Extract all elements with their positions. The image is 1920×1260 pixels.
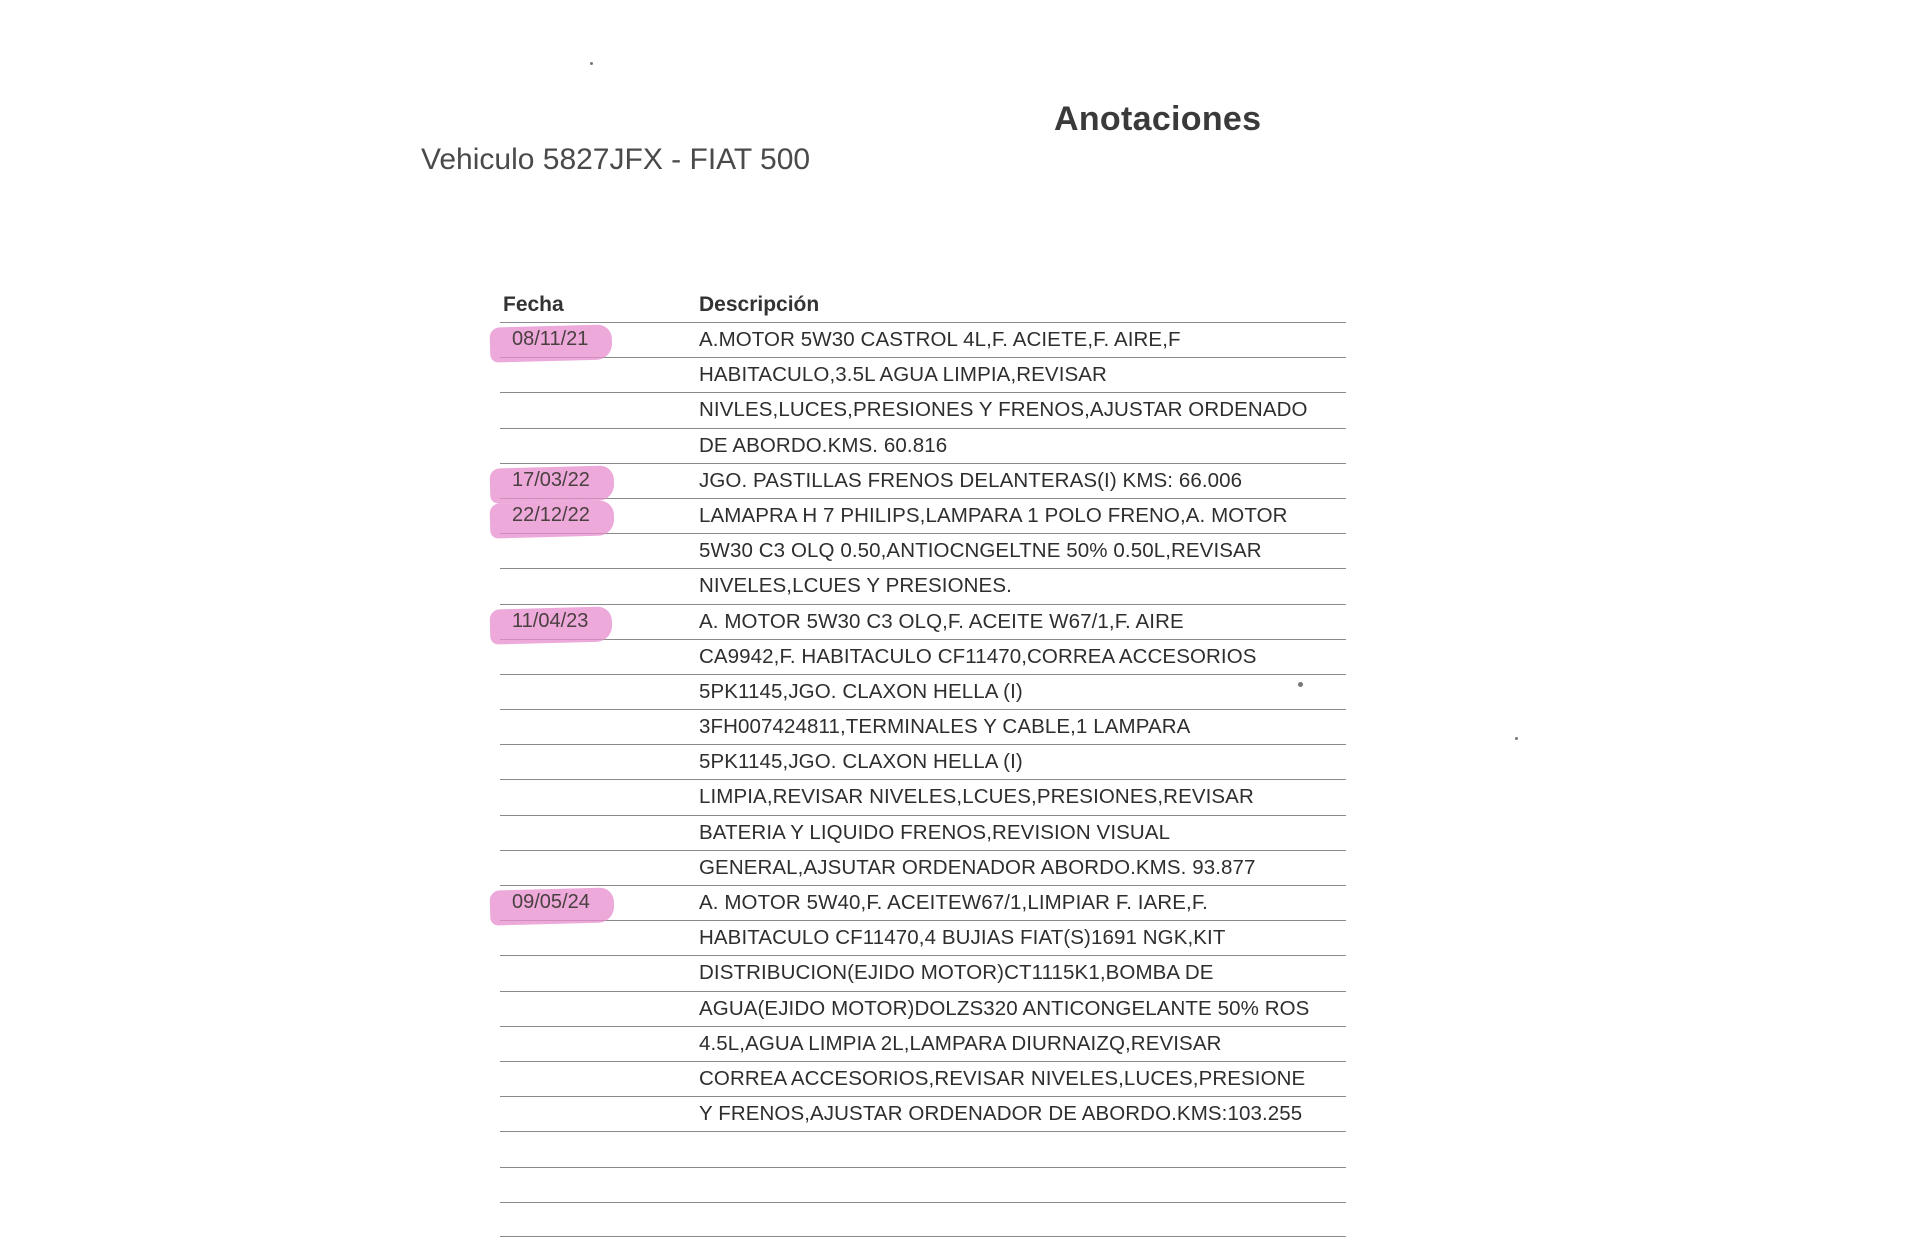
row-date <box>504 959 520 965</box>
row-date <box>504 783 520 789</box>
row-date: 22/12/22 <box>504 502 598 531</box>
table-row <box>500 639 1346 674</box>
row-description: 5W30 C3 OLQ 0.50,ANTIOCNGELTNE 50% 0.50L,REVISAR <box>699 539 1262 563</box>
vehicle-subtitle: Vehiculo 5827JFX - FIAT 500 <box>421 143 811 176</box>
row-date <box>504 1135 520 1141</box>
table-row <box>500 604 1346 639</box>
table-row <box>500 1061 1346 1096</box>
table-row <box>500 1131 1346 1166</box>
column-header-fecha: Fecha <box>503 293 564 316</box>
table-row <box>500 1026 1346 1061</box>
page-title: Anotaciones <box>1054 100 1262 138</box>
annotations-table <box>500 322 1346 1237</box>
row-date: 17/03/22 <box>504 467 598 496</box>
table-row <box>500 463 1346 498</box>
table-row <box>500 920 1346 955</box>
table-row <box>500 533 1346 568</box>
row-date <box>504 1171 520 1177</box>
row-description: HABITACULO,3.5L AGUA LIMPIA,REVISAR <box>699 363 1107 387</box>
row-date <box>504 748 520 754</box>
column-header-descripcion: Descripción <box>699 293 820 316</box>
table-row <box>500 568 1346 603</box>
table-row <box>500 815 1346 850</box>
table-row <box>500 1167 1346 1202</box>
scan-speck <box>1515 737 1518 740</box>
row-description: 5PK1145,JGO. CLAXON HELLA (I) <box>699 750 1023 774</box>
row-description: LAMAPRA H 7 PHILIPS,LAMPARA 1 POLO FRENO,A. MOTOR <box>699 503 1288 527</box>
table-row <box>500 850 1346 885</box>
table-row <box>500 1096 1346 1131</box>
row-date <box>504 432 520 438</box>
row-date <box>504 1030 520 1036</box>
row-date: 08/11/21 <box>504 326 596 355</box>
row-date <box>504 396 520 402</box>
table-row <box>500 709 1346 744</box>
row-date: 11/04/23 <box>504 608 596 637</box>
row-description: 3FH007424811,TERMINALES Y CABLE,1 LAMPARA <box>699 715 1191 739</box>
row-description: NIVELES,LCUES Y PRESIONES. <box>699 574 1012 598</box>
table-row <box>500 955 1346 990</box>
row-description: AGUA(EJIDO MOTOR)DOLZS320 ANTICONGELANTE 50% ROS <box>699 996 1310 1020</box>
row-description: CA9942,F. HABITACULO CF11470,CORREA ACCESORIOS <box>699 644 1257 668</box>
row-description: 5PK1145,JGO. CLAXON HELLA (I) <box>699 679 1023 703</box>
table-row <box>500 744 1346 779</box>
row-date <box>504 1206 520 1212</box>
row-date <box>504 678 520 684</box>
row-description: 4.5L,AGUA LIMPIA 2L,LAMPARA DIURNAIZQ,REVISAR <box>699 1031 1222 1055</box>
table-row <box>500 991 1346 1026</box>
row-description: LIMPIA,REVISAR NIVELES,LCUES,PRESIONES,REVISAR <box>699 785 1254 809</box>
scan-speck <box>1298 682 1303 687</box>
table-row <box>500 428 1346 463</box>
row-date <box>504 572 520 578</box>
row-description: HABITACULO CF11470,4 BUJIAS FIAT(S)1691 NGK,KIT <box>699 926 1226 950</box>
row-date <box>504 819 520 825</box>
row-date <box>504 643 520 649</box>
row-date <box>504 854 520 860</box>
table-row <box>500 885 1346 920</box>
row-date <box>504 924 520 930</box>
scan-speck <box>590 62 593 65</box>
row-date <box>504 995 520 1001</box>
row-description: NIVLES,LUCES,PRESIONES Y FRENOS,AJUSTAR ORDENADO <box>699 398 1308 422</box>
row-date <box>504 537 520 543</box>
table-row <box>500 357 1346 392</box>
row-description: A. MOTOR 5W40,F. ACEITEW67/1,LIMPIAR F. IARE,F. <box>699 891 1208 914</box>
row-description: GENERAL,AJSUTAR ORDENADOR ABORDO.KMS. 93.877 <box>699 855 1256 879</box>
row-description: BATERIA Y LIQUIDO FRENOS,REVISION VISUAL <box>699 820 1171 844</box>
row-description: A.MOTOR 5W30 CASTROL 4L,F. ACIETE,F. AIRE,F <box>699 328 1181 351</box>
row-description: CORREA ACCESORIOS,REVISAR NIVELES,LUCES,PRESIONE <box>699 1066 1306 1090</box>
row-description: JGO. PASTILLAS FRENOS DELANTERAS(I) KMS: 66.006 <box>699 468 1243 492</box>
table-row <box>500 498 1346 533</box>
table-row <box>500 392 1346 427</box>
row-date <box>504 361 520 367</box>
row-description: Y FRENOS,AJUSTAR ORDENADOR DE ABORDO.KMS:103.255 <box>699 1102 1303 1126</box>
row-date <box>504 1065 520 1071</box>
row-description: DE ABORDO.KMS. 60.816 <box>699 433 948 457</box>
row-date <box>504 713 520 719</box>
table-row <box>500 1202 1346 1237</box>
row-date <box>504 1100 520 1106</box>
row-date: 09/05/24 <box>504 889 598 918</box>
table-row <box>500 779 1346 814</box>
table-row <box>500 322 1346 357</box>
table-row <box>500 674 1346 709</box>
row-description: DISTRIBUCION(EJIDO MOTOR)CT1115K1,BOMBA DE <box>699 961 1214 985</box>
row-description: A. MOTOR 5W30 C3 OLQ,F. ACEITE W67/1,F. AIRE <box>699 609 1184 633</box>
